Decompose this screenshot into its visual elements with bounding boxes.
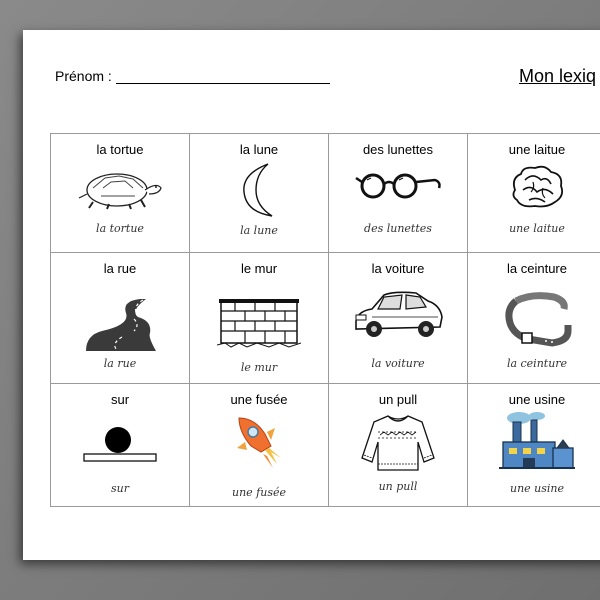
card-cursive: la lune bbox=[240, 224, 278, 237]
card-word: une usine bbox=[508, 392, 566, 407]
card-word: sur bbox=[110, 392, 130, 407]
card-fusee bbox=[189, 383, 329, 507]
brick-wall-icon bbox=[190, 297, 328, 349]
page-title: Mon lexiq bbox=[519, 66, 597, 86]
card-laitue bbox=[467, 133, 600, 253]
card-mur bbox=[189, 252, 329, 384]
road-icon bbox=[51, 297, 189, 351]
card-tortue bbox=[50, 133, 190, 253]
card-cursive: une fusée bbox=[232, 486, 286, 499]
card-ceinture bbox=[467, 252, 600, 384]
prenom-field bbox=[55, 68, 330, 84]
card-cursive: la rue bbox=[103, 357, 137, 370]
belt-icon bbox=[468, 289, 600, 349]
card-word: la rue bbox=[103, 261, 137, 276]
card-lune bbox=[189, 133, 329, 253]
rocket-icon bbox=[190, 412, 328, 472]
card-cursive: la tortue bbox=[96, 222, 144, 235]
card-sur bbox=[50, 383, 190, 507]
lettuce-icon bbox=[468, 162, 600, 210]
glasses-icon bbox=[329, 170, 467, 200]
card-word: une laitue bbox=[508, 142, 566, 157]
card-word: une fusée bbox=[230, 392, 288, 407]
prenom-label: Prénom : bbox=[55, 68, 112, 84]
card-lunettes bbox=[328, 133, 468, 253]
car-icon bbox=[329, 287, 467, 343]
card-rue bbox=[50, 252, 190, 384]
card-usine bbox=[467, 383, 600, 507]
card-word: le mur bbox=[240, 261, 278, 276]
card-cursive: un pull bbox=[378, 480, 418, 493]
sweater-icon bbox=[329, 412, 467, 474]
card-word: des lunettes bbox=[362, 142, 434, 157]
card-word: la ceinture bbox=[507, 261, 567, 276]
card-word: un pull bbox=[378, 392, 418, 407]
prenom-blank-line[interactable] bbox=[116, 69, 330, 84]
card-cursive: le mur bbox=[240, 361, 278, 374]
ball-on-shelf-icon bbox=[51, 424, 189, 464]
worksheet-page bbox=[23, 30, 600, 560]
card-cursive: des lunettes bbox=[364, 222, 432, 235]
factory-icon bbox=[468, 410, 600, 474]
card-cursive: une usine bbox=[509, 482, 565, 495]
card-voiture bbox=[328, 252, 468, 384]
card-word: la tortue bbox=[96, 142, 144, 157]
card-cursive: une laitue bbox=[509, 222, 565, 235]
card-word: la voiture bbox=[371, 261, 425, 276]
card-cursive: sur bbox=[111, 482, 129, 495]
card-cursive: la voiture bbox=[371, 357, 425, 370]
card-word: la lune bbox=[239, 142, 279, 157]
card-cursive: la ceinture bbox=[506, 357, 568, 370]
tortoise-icon bbox=[51, 164, 189, 210]
crescent-moon-icon bbox=[190, 160, 328, 220]
card-pull bbox=[328, 383, 468, 507]
